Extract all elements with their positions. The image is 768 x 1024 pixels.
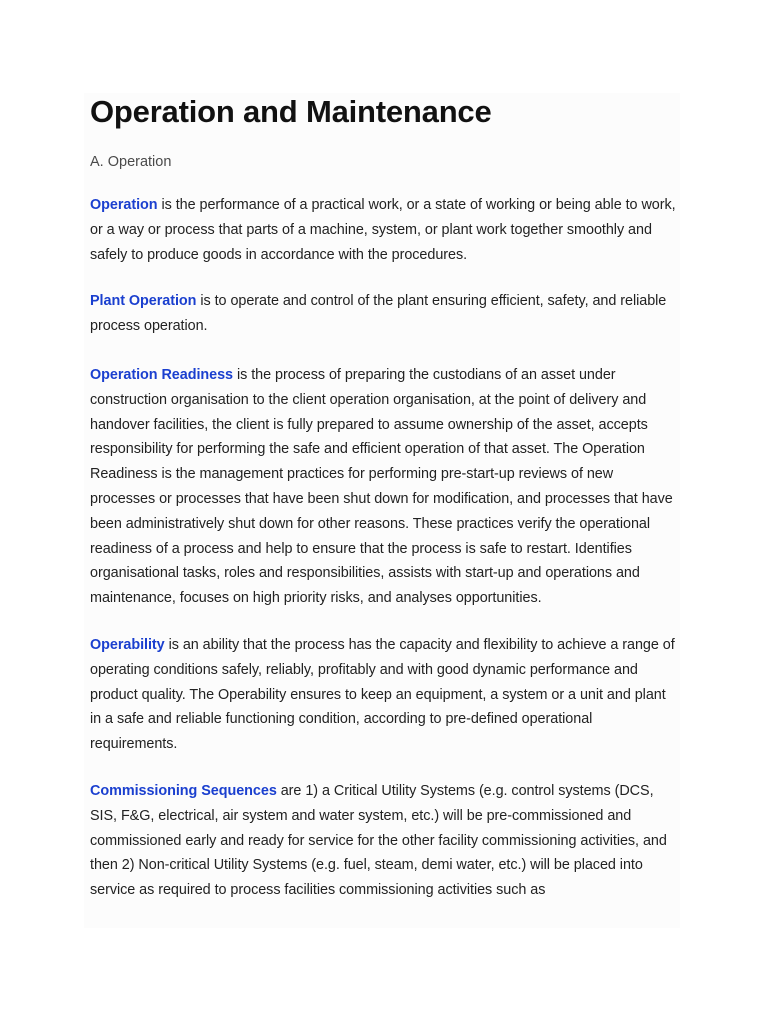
definition-plant-operation: is to operate and control of the plant ensuring efficient, safety, and reliable process operation.: [90, 293, 667, 335]
paragraph-operation: [90, 193, 680, 267]
paragraph-operability: [90, 633, 680, 757]
definition-operation: is the performance of a practical work, or a state of working or being able to work, or a way or process that parts of a machine, system, or plant work together smoothly and safely to produce goods in accordance with the procedures.: [90, 197, 676, 263]
document-content: [90, 93, 680, 903]
term-commissioning-sequences: Commissioning Sequences: [90, 782, 277, 799]
term-plant-operation: Plant Operation: [90, 293, 197, 310]
page-title: Operation and Maintenance: [90, 94, 492, 129]
term-operability: Operability: [90, 636, 165, 653]
paragraph-operation-readiness: [90, 363, 680, 611]
definition-commissioning-sequences: are 1) a Critical Utility Systems (e.g. control systems (DCS, SIS, F&G, electrical, air system and water system, etc.) will be pre-commissioned and commissioned early and ready for service for the other facility commissioning activities, and then 2) Non-critical Utility Systems (e.g. fuel, steam, demi water, etc.) will be placed into service as required to process facilities commissioning activities such as: [90, 782, 667, 899]
definition-operability: is an ability that the process has the capacity and flexibility to achieve a range of operating conditions safely, reliably, profitably and with good dynamic performance and product quality. The Operability ensures to keep an equipment, a system or a unit and plant in a safe and reliable functioning condition, according to pre-defined operational requirements.: [90, 636, 675, 753]
document-page: [84, 93, 680, 928]
paragraph-commissioning-sequences: [90, 779, 680, 903]
term-operation-readiness: Operation Readiness: [90, 366, 233, 383]
section-heading: A. Operation: [90, 154, 172, 170]
definition-operation-readiness: is the process of preparing the custodians of an asset under construction organisation to the client operation organisation, at the point of delivery and handover facilities, the client is fully prepared to assume ownership of the asset, accepts responsibility for performing the safe and efficient operation of that asset. The Operation Readiness is the management practices for performing pre-start-up reviews of new processes or processes that have been shut down for modification, and processes that have been administratively shut down for other reasons. These practices verify the operational readiness of a process and help to ensure that the process is safe to restart. Identifies organisational tasks, roles and responsibilities, assists with start-up and operations and maintenance, focuses on high priority risks, and analyses opportunities.: [90, 366, 673, 607]
term-operation: Operation: [90, 197, 158, 213]
paragraph-plant-operation: [90, 289, 680, 339]
